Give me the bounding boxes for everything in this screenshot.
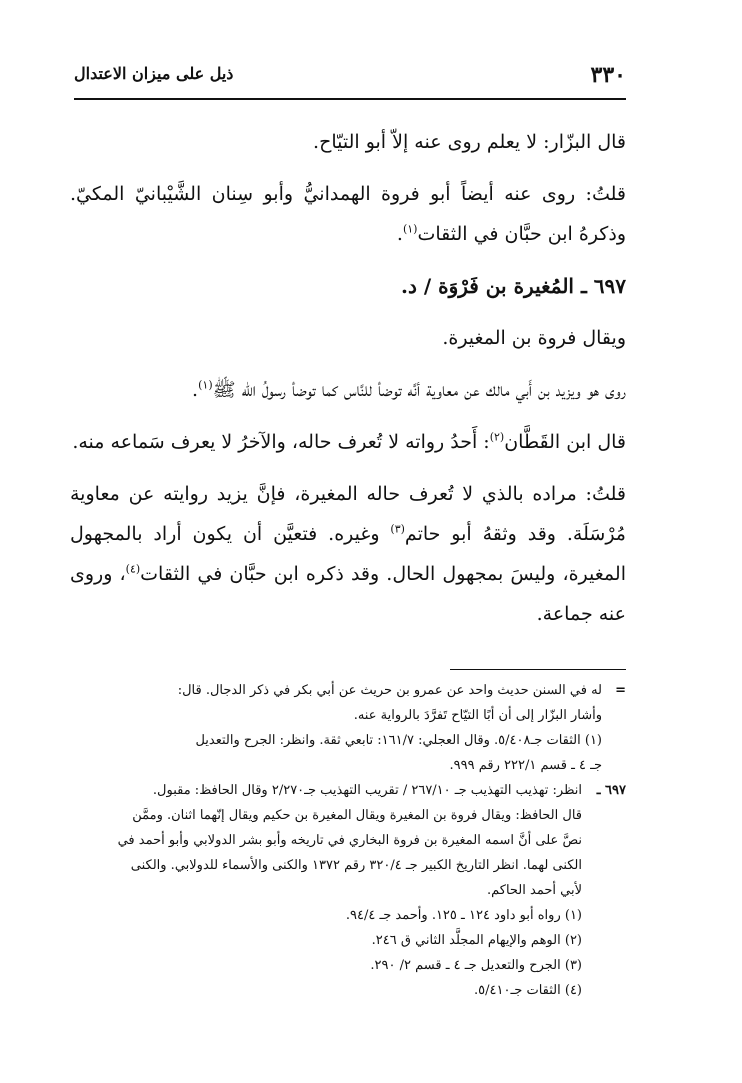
footnote-ref: (٢) [489,430,505,444]
paragraph-alt-name: ويقال فروة بن المغيرة. [442,327,626,349]
continuation-marker: = [615,683,626,698]
footnote-line: وأشار البزّار إلى أن أبًا التيّاح تَفرَّدَ بالرواية عنه. [353,708,602,723]
paragraph-ibn-qattan [70,422,626,462]
paragraph-qultu-2 [70,474,626,634]
footnote-line: نصَّ على أنَّ اسمه المغيرة بن فروة البخاري في تاريخه وأبو بشر الدولابي وأبو أحمد في [117,833,582,848]
footnote-entry-697 [70,778,626,1003]
footnote-4: (٤) الثقات جـ٥/٤١٠. [474,983,582,998]
footnote-ref: (٤) [125,562,141,576]
entry-marker: ٦٩٧ ـ [596,783,626,798]
running-title: ذيل على ميزان الاعتدال [74,64,234,83]
paragraph-text: قلتُ: مراده بالذي لا تُعرف حاله المغيرة، فإنَّ يزيد روايته عن معاوية مُرْسَلَة. وقد وثقهُ أبو حاتم [70,483,626,545]
footnote-line: (١) الثقات جـ٥/٤٠٨. وقال العجلي: ١٦١/٧: تابعي ثقة. وانظر: الجرح والتعديل [195,733,602,748]
footnote-content [70,778,582,1003]
paragraph-end: . [192,379,199,401]
paragraph-narration [70,370,626,410]
page-number: ٣٣٠ [590,62,626,88]
footnote-content [70,678,602,778]
footnote-2: (٢) الوهم والإيهام المجلَّد الثاني ق ٢٤٦. [371,933,582,948]
footnote-continuation [70,678,626,778]
footnote-line: جـ ٤ ـ قسم ٢٢٢/١ رقم ٩٩٩. [449,758,602,773]
paragraph-text: قال ابن القَطَّان [504,431,626,453]
footnote-1: (١) رواه أبو داود ١٢٤ ـ ١٢٥. وأحمد جـ ٩٤/٤. [345,908,582,923]
paragraph-text: روى هو ويزيد بن أَبي مالك عن معاوية أنَّه توضأ للنَّاس كما توضأ رسولُ الله ﷺ [212,379,626,401]
paragraph-bazzar: قال البزّار: لا يعلم روى عنه إلاّ أبو التيّاح. [313,131,626,153]
paragraph-text-cont: وغيره. فتعيَّن أن يكون أراد بالمجهول المغيرة، وليسَ بمجهول الحال. وقد ذكره ابن حبَّان في الثقات [70,523,626,585]
footnote-line: قال الحافظ: ويقال فروة بن المغيرة ويقال المغيرة بن حكيم ويقال إنّهما اثنان. وممَّن [132,808,582,823]
main-text [70,122,626,646]
footnote-line: انظر: تهذيب التهذيب جـ ٢٦٧/١٠ / تقريب التهذيب جـ٢/٢٧٠ وقال الحافظ: مقبول. [152,783,582,798]
paragraph-end: . [396,223,403,245]
paragraph-text: قلتُ: روى عنه أيضاً أبو فروة الهمدانيُّ وأبو سِنان الشَّيْبانيّ المكيّ. وذكرهُ ابن حبَّان في الثقات [70,183,626,245]
page-header [74,62,626,100]
entry-heading: ٦٩٧ ـ المُغيرة بن فَرْوَة / د. [401,274,626,298]
footnote-line: لأبي أحمد الحاكم. [486,883,582,898]
footnotes [70,678,626,1003]
paragraph-text-end: ، وروى عنه جماعة. [70,563,626,625]
footnote-ref: (١) [402,222,418,236]
paragraph-qultu-1 [70,174,626,254]
footnote-ref: (٣) [390,522,405,536]
footnote-line: الكنى لهما. انظر التاريخ الكبير جـ ٣٢٠/٤ رقم ١٣٧٢ والكنى والأسماء للدولابي. والكنى [130,858,582,873]
footnote-line: له في السنن حديث واحد عن عمرو بن حريث عن أبي بكر في ذكر الدجال. قال: [177,683,602,698]
footnote-separator [450,669,626,670]
footnote-ref: (١) [198,378,213,392]
paragraph-text-cont: : أَحدُ رواته لا تُعرف حاله، والآخرُ لا يعرف سَماعه منه. [72,431,490,453]
footnote-3: (٣) الجرح والتعديل جـ ٤ ـ قسم ٢/ ٢٩٠. [370,958,582,973]
